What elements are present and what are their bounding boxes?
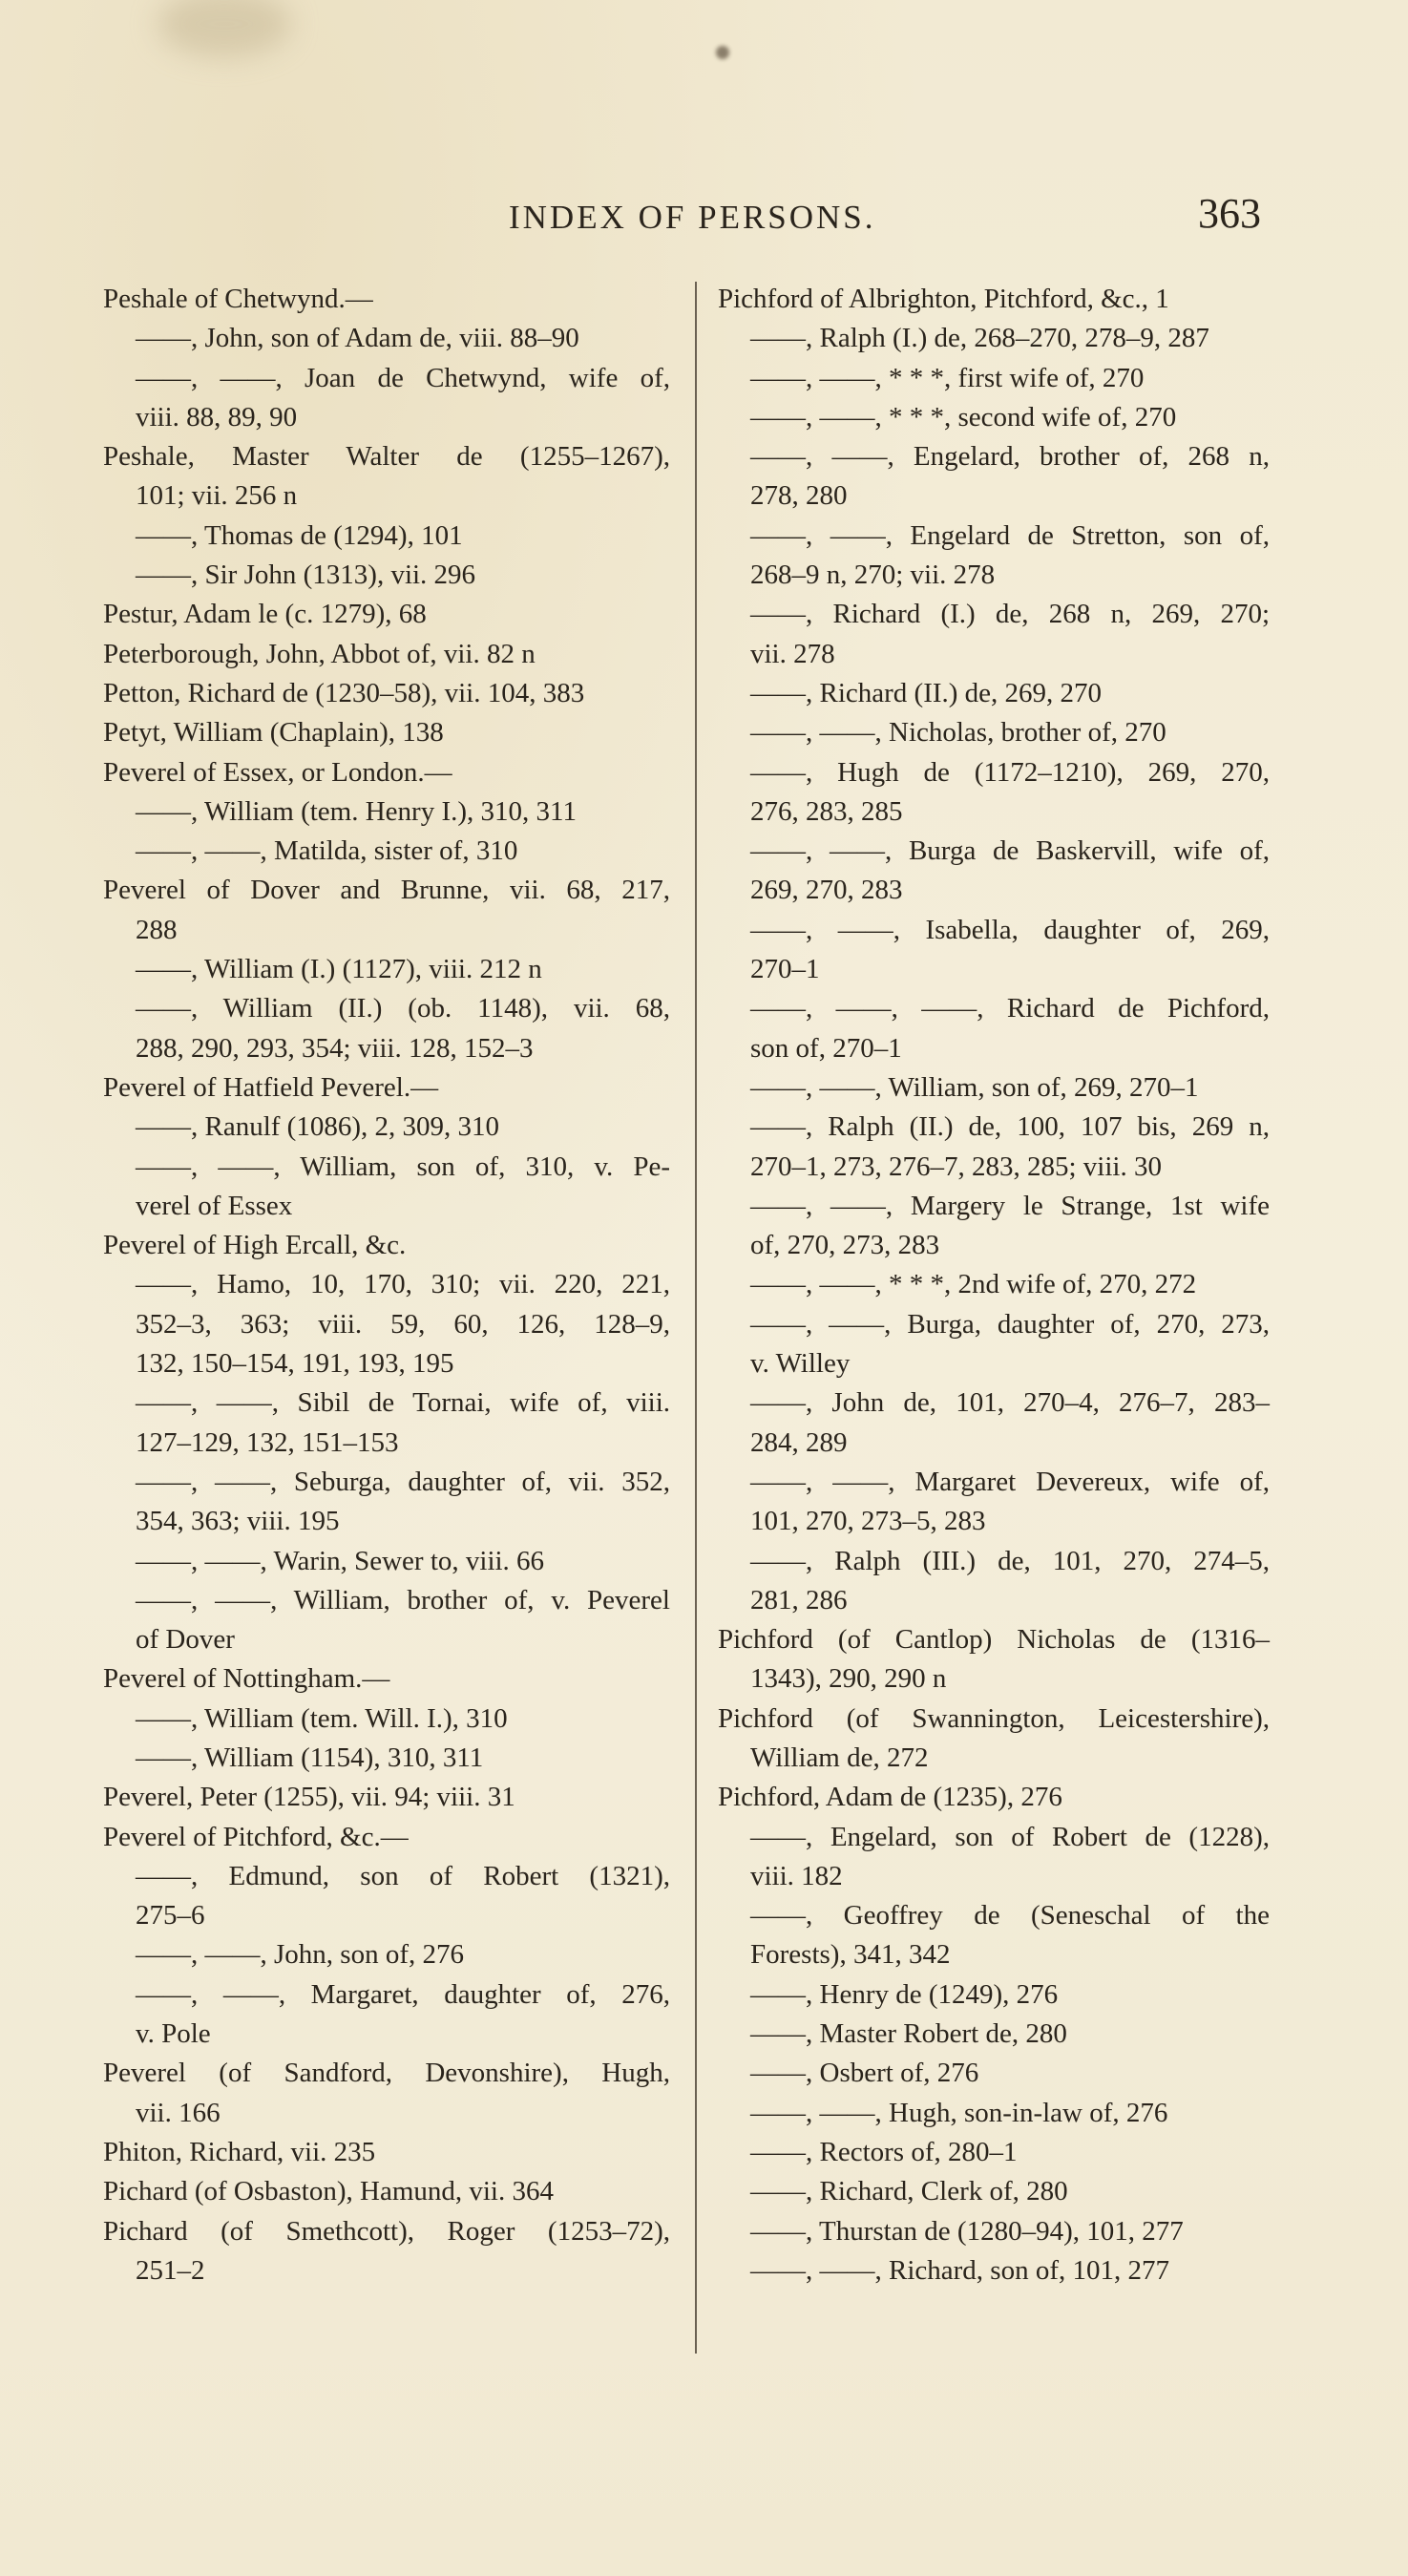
index-entry-line: ——, William (tem. Will. I.), 310 [136, 1702, 508, 1734]
index-entry-line: ——, Thomas de (1294), 101 [136, 519, 463, 551]
index-entry-line: 101, 270, 273–5, 283 [750, 1506, 986, 1537]
running-title: INDEX OF PERSONS. [509, 199, 876, 236]
index-entry-line: Petton, Richard de (1230–58), vii. 104, 383 [103, 677, 585, 708]
index-entry-line: William de, 272 [750, 1742, 929, 1773]
index-entry-line: ——, ——, ——, Richard de Pichford, [750, 993, 1270, 1024]
index-entry-line: Peshale of Chetwynd.— [103, 284, 373, 314]
index-entry-line: Pestur, Adam le (c. 1279), 68 [103, 599, 427, 630]
index-entry-line: son of, 270–1 [750, 1032, 902, 1064]
index-entry-line: Pichard (of Smethcott), Roger (1253–72), [103, 2215, 670, 2247]
index-entry-line: ——, William (II.) (ob. 1148), vii. 68, [136, 993, 670, 1024]
index-entry-line: Peverel of High Ercall, &c. [103, 1230, 407, 1261]
index-entry-line: Pichford (of Swannington, Leicestershire), [718, 1702, 1270, 1734]
index-entry-line: ——, John, son of Adam de, viii. 88–90 [136, 323, 579, 354]
index-entry-line: 269, 270, 283 [750, 875, 903, 906]
index-entry-line: verel of Essex [136, 1190, 293, 1221]
index-entry-line: Peverel of Essex, or London.— [103, 756, 452, 788]
index-entry-line: 288, 290, 293, 354; viii. 128, 152–3 [136, 1032, 534, 1064]
index-entry-line: of, 270, 273, 283 [750, 1230, 940, 1261]
index-entry-line: ——, ——, Engelard, brother of, 268 n, [750, 441, 1270, 473]
index-entry-line: ——, Sir John (1313), vii. 296 [136, 560, 476, 591]
index-entry-line: Peshale, Master Walter de (1255–1267), [103, 441, 670, 473]
index-entry-line: 288 [136, 914, 178, 945]
index-entry-line: ——, ——, William, son of, 310, v. Pe- [136, 1151, 670, 1182]
index-entry-line: 354, 363; viii. 195 [136, 1506, 340, 1537]
right-index-column [718, 280, 1270, 2291]
index-entry-line: 251–2 [136, 2254, 205, 2286]
index-entry-line: Forests), 341, 342 [750, 1939, 951, 1971]
index-entry-line: ——, ——, Margaret, daughter of, 276, [136, 1978, 670, 2010]
index-entry-line: 275–6 [136, 1900, 205, 1932]
page-stain [158, 0, 291, 57]
index-entry-line: ——, William (tem. Henry I.), 310, 311 [136, 795, 577, 827]
index-entry-line: 284, 289 [750, 1426, 848, 1458]
index-entry-line: 1343), 290, 290 n [750, 1663, 947, 1695]
index-entry-line: 281, 286 [750, 1584, 848, 1615]
page-number: 363 [1198, 190, 1261, 237]
index-entry-line: ——, William (I.) (1127), viii. 212 n [136, 954, 542, 985]
index-entry-line: 268–9 n, 270; vii. 278 [750, 560, 996, 591]
index-entry-line: ——, John de, 101, 270–4, 276–7, 283– [750, 1387, 1270, 1419]
index-entry-line: ——, ——, Warin, Sewer to, viii. 66 [136, 1545, 545, 1576]
index-entry-line: viii. 88, 89, 90 [136, 401, 298, 433]
index-entry-line: ——, Ranulf (1086), 2, 309, 310 [136, 1111, 499, 1143]
index-entry-line: ——, ——, * * *, first wife of, 270 [750, 362, 1145, 393]
index-entry-line: Pichford (of Cantlop) Nicholas de (1316– [718, 1624, 1270, 1656]
index-entry-line: Peverel (of Sandford, Devonshire), Hugh, [103, 2058, 670, 2089]
index-entry-line: ——, ——, Richard, son of, 101, 277 [750, 2254, 1169, 2286]
index-entry-line: ——, Richard, Clerk of, 280 [750, 2176, 1068, 2207]
index-entry-line: vii. 166 [136, 2097, 221, 2128]
index-entry-line: viii. 182 [750, 1860, 843, 1891]
index-entry-line: ——, ——, Engelard de Stretton, son of, [750, 519, 1270, 551]
index-entry-line: 270–1 [750, 954, 820, 985]
index-entry-line: 352–3, 363; viii. 59, 60, 126, 128–9, [136, 1308, 670, 1340]
index-entry-line: Pichford, Adam de (1235), 276 [718, 1782, 1062, 1813]
index-entry-line: ——, Ralph (I.) de, 268–270, 278–9, 287 [750, 323, 1209, 354]
index-entry-line: ——, ——, Margaret Devereux, wife of, [750, 1466, 1270, 1497]
index-entry-line: Petyt, William (Chaplain), 138 [103, 717, 444, 749]
index-entry-line: v. Pole [136, 2018, 211, 2050]
index-entry-line: ——, ——, Joan de Chetwynd, wife of, [136, 362, 670, 393]
index-entry-line: ——, ——, Hugh, son-in-law of, 276 [750, 2097, 1168, 2128]
index-entry-line: ——, ——, Sibil de Tornai, wife of, viii. [136, 1387, 670, 1419]
index-entry-line: ——, ——, William, son of, 269, 270–1 [750, 1071, 1199, 1103]
index-entry-line: ——, ——, William, brother of, v. Peverel [136, 1584, 670, 1615]
index-entry-line: ——, Ralph (III.) de, 101, 270, 274–5, [750, 1545, 1270, 1576]
index-entry-line: Pichard (of Osbaston), Hamund, vii. 364 [103, 2176, 554, 2207]
index-entry-line: Phiton, Richard, vii. 235 [103, 2136, 376, 2167]
index-entry-line: v. Willey [750, 1348, 851, 1380]
index-entry-line: ——, ——, John, son of, 276 [136, 1939, 464, 1971]
index-entry-line: ——, Richard (II.) de, 269, 270 [750, 677, 1103, 708]
index-entry-line: Peverel, Peter (1255), vii. 94; viii. 31 [103, 1782, 515, 1813]
index-entry-line: 127–129, 132, 151–153 [136, 1426, 399, 1458]
index-entry-line: vii. 278 [750, 638, 835, 669]
index-entry-line: ——, ——, Burga, daughter of, 270, 273, [750, 1308, 1270, 1340]
index-entry-line: ——, ——, * * *, second wife of, 270 [750, 401, 1177, 433]
index-entry-line: ——, Henry de (1249), 276 [750, 1978, 1059, 2010]
index-entry-line: ——, Master Robert de, 280 [750, 2018, 1067, 2050]
index-entry-line: Peverel of Hatfield Peverel.— [103, 1071, 439, 1103]
index-entry-line: of Dover [136, 1624, 235, 1656]
index-entry-line: 276, 283, 285 [750, 795, 903, 827]
index-entry-line: Pichford of Albrighton, Pitchford, &c., 1 [718, 284, 1169, 314]
index-entry-line: ——, William (1154), 310, 311 [136, 1742, 484, 1773]
index-entry-line: ——, Hugh de (1172–1210), 269, 270, [750, 756, 1270, 788]
index-entry-line: ——, ——, * * *, 2nd wife of, 270, 272 [750, 1269, 1197, 1300]
index-entry-line: ——, Osbert of, 276 [750, 2058, 979, 2089]
index-entry-line: 270–1, 273, 276–7, 283, 285; viii. 30 [750, 1151, 1162, 1182]
index-entry-line: Peverel of Pitchford, &c.— [103, 1821, 409, 1852]
index-entry-line: ——, Thurstan de (1280–94), 101, 277 [750, 2215, 1184, 2247]
index-entry-line: 101; vii. 256 n [136, 480, 298, 512]
index-entry-line: 278, 280 [750, 480, 848, 512]
index-entry-line: ——, ——, Burga de Baskervill, wife of, [750, 835, 1270, 867]
index-entry-line: Peterborough, John, Abbot of, vii. 82 n [103, 638, 536, 669]
index-entry-line: ——, ——, Nicholas, brother of, 270 [750, 717, 1166, 749]
column-divider [695, 282, 697, 2354]
index-entry-line: 132, 150–154, 191, 193, 195 [136, 1348, 454, 1380]
left-index-column [103, 280, 670, 2291]
index-entry-line: ——, Rectors of, 280–1 [750, 2136, 1018, 2167]
index-entry-line: Peverel of Nottingham.— [103, 1663, 390, 1695]
index-entry-line: ——, Geoffrey de (Seneschal of the [750, 1900, 1270, 1932]
index-entry-line: ——, ——, Seburga, daughter of, vii. 352, [136, 1466, 670, 1497]
index-entry-line: ——, Richard (I.) de, 268 n, 269, 270; [750, 599, 1270, 630]
index-entry-line: ——, Edmund, son of Robert (1321), [136, 1860, 670, 1891]
index-entry-line: ——, Ralph (II.) de, 100, 107 bis, 269 n, [750, 1111, 1270, 1143]
index-entry-line: ——, ——, Matilda, sister of, 310 [136, 835, 518, 867]
index-entry-line: Peverel of Dover and Brunne, vii. 68, 217, [103, 875, 670, 906]
index-entry-line: ——, ——, Isabella, daughter of, 269, [750, 914, 1270, 945]
index-entry-line: ——, Engelard, son of Robert de (1228), [750, 1821, 1270, 1852]
index-entry-line: ——, ——, Margery le Strange, 1st wife [750, 1190, 1270, 1221]
index-entry-line: ——, Hamo, 10, 170, 310; vii. 220, 221, [136, 1269, 670, 1300]
page-header [0, 189, 1408, 246]
ink-spot [716, 46, 729, 59]
